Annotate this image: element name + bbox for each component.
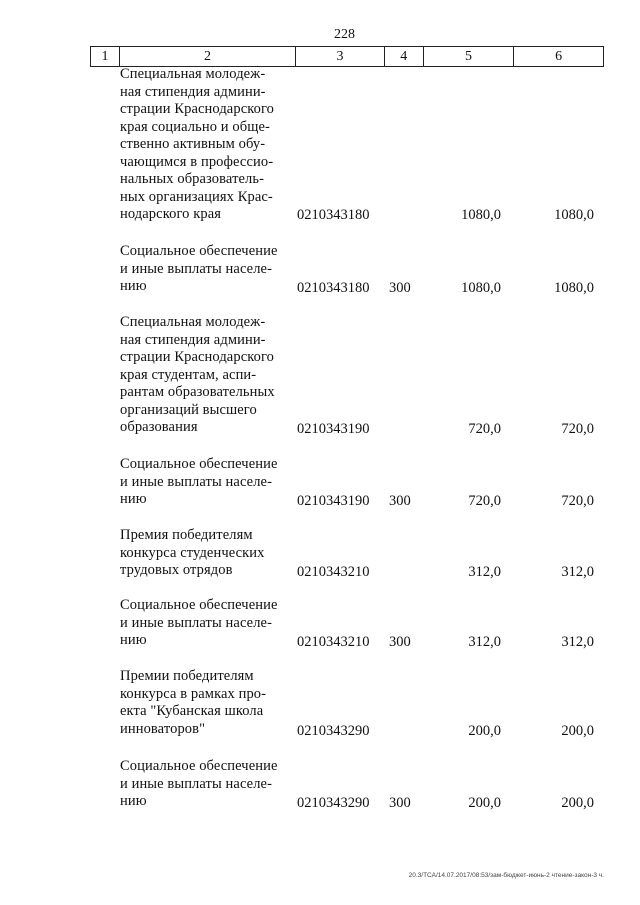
column-header-5: 5 bbox=[424, 47, 515, 66]
row-description: Социальное обеспечение и иные выплаты населе- нию bbox=[120, 597, 278, 648]
target-article-code: 0210343190 bbox=[297, 421, 370, 437]
target-article-code: 0210343290 bbox=[297, 723, 370, 739]
amount-column-5: 1080,0 bbox=[461, 280, 501, 296]
row-description: Социальное обеспечение и иные выплаты населе- нию bbox=[120, 456, 278, 507]
target-article-code: 0210343210 bbox=[297, 634, 370, 650]
row-description: Специальная молодеж- ная стипендия админи- страции Краснодарского края социально и обще- ственно активным обу- чающимся в профессио- нальных образователь- ных организациях Крас- нодарского края bbox=[120, 66, 275, 222]
column-header-6: 6 bbox=[555, 49, 563, 64]
amount-column-6: 720,0 bbox=[561, 493, 594, 509]
amount-column-5: 312,0 bbox=[468, 564, 501, 580]
row-description: Премия победителям конкурса студенческих трудовых отрядов bbox=[120, 527, 265, 578]
target-article-code: 0210343180 bbox=[297, 280, 370, 296]
expense-type-code: 300 bbox=[389, 795, 411, 811]
column-header-2: 2 bbox=[120, 47, 296, 66]
amount-column-6: 1080,0 bbox=[554, 207, 594, 223]
target-article-code: 0210343180 bbox=[297, 207, 370, 223]
row-description: Социальное обеспечение и иные выплаты населе- нию bbox=[120, 758, 278, 809]
amount-column-5: 1080,0 bbox=[461, 207, 501, 223]
target-article-code: 0210343190 bbox=[297, 493, 370, 509]
column-header-3: 3 bbox=[296, 47, 385, 66]
amount-column-6: 1080,0 bbox=[554, 280, 594, 296]
amount-column-6: 312,0 bbox=[561, 564, 594, 580]
amount-column-6: 200,0 bbox=[561, 723, 594, 739]
page-number: 228 bbox=[334, 27, 355, 42]
row-description: Специальная молодеж- ная стипендия админи- страции Краснодарского края студентам, аспи- рантам образовательных организаций высшего образования bbox=[120, 314, 275, 435]
target-article-code: 0210343210 bbox=[297, 564, 370, 580]
amount-column-5: 720,0 bbox=[468, 421, 501, 437]
amount-column-5: 720,0 bbox=[468, 493, 501, 509]
column-header-4: 4 bbox=[385, 47, 424, 66]
expense-type-code: 300 bbox=[389, 280, 411, 296]
amount-column-6: 200,0 bbox=[561, 795, 594, 811]
amount-column-6: 312,0 bbox=[561, 634, 594, 650]
column-header-1: 1 bbox=[91, 47, 120, 66]
row-description: Премии победителям конкурса в рамках про- екта "Кубанская школа инноваторов" bbox=[120, 668, 267, 737]
amount-column-6: 720,0 bbox=[561, 421, 594, 437]
amount-column-5: 200,0 bbox=[468, 723, 501, 739]
expense-type-code: 300 bbox=[389, 634, 411, 650]
column-header-row bbox=[90, 46, 604, 67]
document-footer-note: 20.3/ТСА/14.07.2017/08:53/зам-бюджет-июнь-2 чтение-закон-3 ч. bbox=[408, 872, 604, 879]
row-description: Социальное обеспечение и иные выплаты населе- нию bbox=[120, 243, 278, 294]
amount-column-5: 312,0 bbox=[468, 634, 501, 650]
target-article-code: 0210343290 bbox=[297, 795, 370, 811]
amount-column-5: 200,0 bbox=[468, 795, 501, 811]
expense-type-code: 300 bbox=[389, 493, 411, 509]
